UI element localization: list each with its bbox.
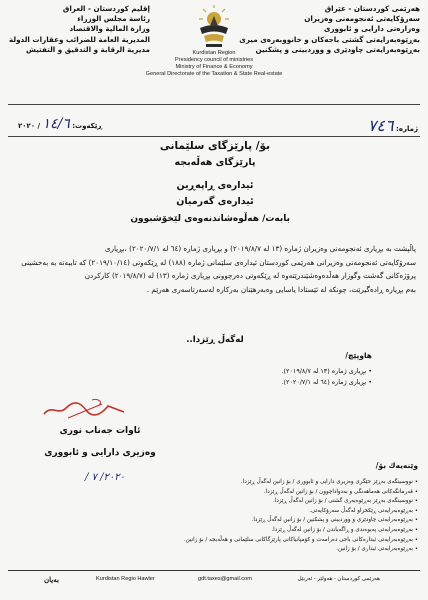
date-value: / ٢٠٢٠ — [18, 122, 41, 130]
number-value: ٧٤٦ — [367, 116, 394, 135]
reference-divider — [8, 136, 420, 137]
copy-item: • بەڕێوەبەرایەتی ئیداری / بۆ زانین. — [336, 546, 418, 553]
header-line: وزارة المالية والاقتصاد — [69, 24, 150, 34]
header-english-line: Kurdistan Region — [192, 50, 236, 56]
copy-item: • نووسینگەی بەڕێز جێگری وەزیری دارایی و ئابووری / بۆ زانین لەگەڵ ڕێزدا. — [240, 479, 418, 485]
header-line: إقليم كوردستان - العراق — [62, 4, 150, 13]
recipient: ئیدارەی گەرمیان — [176, 196, 254, 207]
copy-item: • بەڕێوەبەرایەتی چاودێری و ووردبینی و پشکنین / بۆ زانین لەگەڵ ڕێزدا. — [251, 517, 418, 524]
header-line: المديرية العامة للضرائب وعقارات الدولة — [9, 34, 150, 44]
body-line: بەم بڕیارە ڕادەگیرێت، چونکە لە ئێستادا یاسایی وەبەرهێنان بەرکارە لەسەرتاسەری هەرێم . — [146, 284, 416, 294]
recipient: پارێزگای هەڵەبجە — [174, 157, 256, 168]
number-label: ژمارە: — [396, 125, 418, 133]
header-arabic — [10, 4, 150, 55]
recipient: ئیدارەی ڕاپەڕین — [176, 180, 254, 191]
signature-date: ٢٠٢٠/ ٧ / — [85, 472, 125, 483]
header-english-line: General Directorate of the Taxation & State Real-estate — [145, 71, 283, 77]
header-line: بەڕێوەبەرایەتی گشتی باجەکان و خانووبەرەی میری — [239, 34, 420, 44]
body-line: سەرۆکایەتی ئەنجومەنی وەزیرانی هەرێمی کوردستان ئیدارەی سلێمانی ژمارە (١٨٨) لە ڕێکەوتی (٢٠١٩/١٠/١٤) کە تایبەتە بە بەخشینی — [21, 257, 416, 267]
kurdistan-emblem-icon — [196, 4, 232, 50]
attachments-title: هاوپێچ/ — [345, 351, 372, 360]
body-line: پاڵپشت بە بڕیاری ئەنجومەنی وەزیران ژمارە (١٣ لە ٢٠١٩/٨/٧) و بڕیاری ژمارە (٦٤ لە ٢٠٢٠/٧/١) ،بڕیاری — [104, 244, 416, 253]
header-line: رئاسة مجلس الوزراء — [77, 14, 150, 24]
footer-divider — [8, 570, 420, 571]
reference-date — [18, 116, 102, 132]
signer-title: وەزیری دارایی و ئابووری — [44, 448, 156, 458]
attachment-item: • بڕیاری ژمارە (١٣ لە ٢٠١٩/٨/٧). — [281, 367, 372, 375]
attachments-list — [282, 366, 373, 388]
letter-body — [12, 242, 416, 296]
header-line: بەڕێوەبەرایەتی چاودێری و ووردبینی و پشکنین — [255, 44, 420, 54]
recipient: بۆ/ پارێزگای سلێمانی — [159, 140, 271, 152]
header-line: وەزارەتی دارایی و ئابووری — [323, 24, 420, 34]
header-divider — [8, 104, 420, 105]
copies-list — [184, 478, 418, 555]
header-english-line: Ministry of Finance & Economy — [175, 64, 253, 70]
copy-item: • بەڕێوەبەرایەتی ئیدارەکانی باجی دەرامەت و کۆمپانیاکانی پارێزگاکانی سلێمانی و هەڵەبجە / بۆ زانین. — [183, 536, 418, 543]
signature-icon — [38, 396, 134, 422]
copy-item: • بەڕێوەبەرایەتی پەیوەندی و ڕاگەیاندن / بۆ زانین لەگەڵ ڕێزدا. — [271, 526, 418, 533]
date-label: ڕێکەوت: — [72, 122, 103, 130]
closing-regards: لەگەڵ ڕێزدا.. — [186, 335, 244, 345]
body-line: پرۆژەکانی گەشت وگوزار هەڵدەوەشێندرێتەوە لە ڕێکەوتی دەرچوونی بڕیاری ژمارە (١٣) لە (٢٠١٩/٨/٧) کارکردن — [84, 271, 416, 281]
header-line: مديرية الرقابة و التدقيق و التفتيش — [25, 44, 150, 54]
signer-name: ئاوات جەناب نوری — [59, 426, 141, 436]
reference-number — [368, 116, 418, 135]
footer-email: gdt.taxes@gmail.com — [198, 576, 252, 582]
subject-line: بابەت/ هەڵوەشاندنەوەی لێخۆشبوون — [130, 214, 290, 224]
header-english-line: Presidency council of ministries — [174, 57, 254, 63]
header-line: هەرێمی کوردستان - عێراق — [324, 4, 420, 13]
copy-item: • نووسینگەی بەڕێز بەڕێوەبەری گشتی / بۆ زانین لەگەڵ ڕێزدا. — [273, 498, 418, 505]
attachment-item: • بڕیاری ژمارە (٦٤ لە ٢٠٢٠/٧/١). — [281, 378, 372, 386]
copy-item: • قەرمانگەکانی هەماهەنگی و بەدواداچوون / بۆ زانین لەگەڵ ڕێزدا. — [263, 488, 418, 495]
copies-title: وێنەیەك بۆ/ — [375, 461, 418, 470]
copy-item: • بەڕێوەبەرایەتی ڕێکخراو لەگەڵ سەرۆکایەتی. — [309, 507, 418, 514]
header-kurdish — [239, 4, 420, 55]
footer-address: Kurdistan Regio Hawler — [96, 576, 155, 582]
footer-kurdish: هەرێمی کوردستان - هەولێر - ئەربێل — [297, 576, 380, 582]
date-handwritten: ١٤/٦ — [42, 116, 70, 132]
header-line: سەرۆکایەتی ئەنجومەنی وەزیران — [304, 14, 420, 24]
footer-arabic: بەیان — [44, 577, 59, 584]
